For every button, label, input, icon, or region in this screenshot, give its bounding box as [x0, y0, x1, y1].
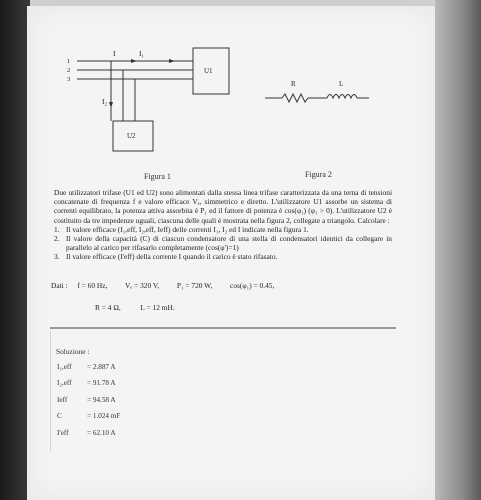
data-f: f = 60 Hz, [77, 281, 108, 290]
label-I1: I₁ [139, 49, 145, 58]
figure1-diagram [77, 48, 229, 151]
label-line-3: 3 [67, 76, 71, 83]
label-R: R [291, 80, 296, 88]
document-page [27, 6, 435, 500]
label-I2: I₂ [102, 97, 108, 106]
label-I: I [113, 49, 116, 58]
problem-text [54, 188, 392, 262]
u1-text: U1 [204, 67, 213, 75]
data-v: Vₑ = 320 V, [124, 281, 160, 290]
data-row-2 [95, 303, 175, 312]
label-L: L [339, 80, 344, 88]
solution-item: I₁,eff = 2.887 A [57, 363, 116, 371]
solution-item: Ieff = 94.58 A [57, 396, 116, 404]
monitor-bezel-right [435, 0, 481, 500]
problem-intro: Due utilizzatori trifase (U1 ed U2) sono alimentati dalla stessa linea trifase caratterizzata da una terna di tensioni concatenate di frequenza f e valore efficace Vₑ, simmetrico e diretto. L'utilizzatore U1 assorbe un sistema di correnti equilibrato, la potenza attiva assorbita è P₁ ed il fattore di potenza è cos(φ₁) (φ₁ > 0). L'utilizzatore U2 è costituito da tre impedenze uguali, ciascuna delle quali è mostrata nella figura 2, collegate a triangolo. Calcolare : [54, 188, 392, 225]
figure2-caption: Figura 2 [305, 170, 332, 179]
monitor-bezel-left [0, 0, 30, 500]
data-label: Dati : [51, 281, 68, 290]
u2-text: U2 [127, 132, 136, 140]
solution-title: Soluzione : [56, 347, 90, 356]
solution-item: C = 1.024 mF [57, 412, 121, 420]
circuit-figures [27, 6, 435, 196]
figure1-caption: Figura 1 [144, 172, 171, 181]
current-arrows [109, 59, 175, 108]
inductor-symbol [327, 95, 357, 99]
question-item: 1. Il valore efficace (I₁,eff, I₂,eff, Ieff) delle correnti I₁, I₂ ed I indicate nella figura 1. [54, 224, 309, 234]
data-p: P₁ = 720 W, [176, 281, 213, 290]
data-r: R = 4 Ω, [95, 303, 121, 312]
data-cos: cos(φ₁) = 0.45, [230, 281, 275, 290]
figure2-diagram [265, 94, 369, 102]
question-item: 3. Il valore efficace (I'eff) della corrente I quando il carico è stato rifasato. [54, 252, 278, 262]
question-list [54, 225, 392, 262]
divider [50, 327, 396, 329]
data-row-1 [51, 281, 274, 290]
label-line-2: 2 [67, 67, 71, 74]
solution-item: I'eff = 62.10 A [57, 429, 116, 437]
data-l: L = 12 mH. [140, 303, 175, 312]
resistor-symbol [282, 94, 308, 102]
solution-item: I₂,eff = 91.78 A [57, 379, 116, 387]
label-line-1: 1 [67, 58, 71, 65]
question-item: 2. Il valore della capacità (C) di ciascun condensatore di una stella di condensatori identici da collegare in parallelo al carico per rifasarlo completamente (cos(φ')=1) [54, 234, 392, 253]
